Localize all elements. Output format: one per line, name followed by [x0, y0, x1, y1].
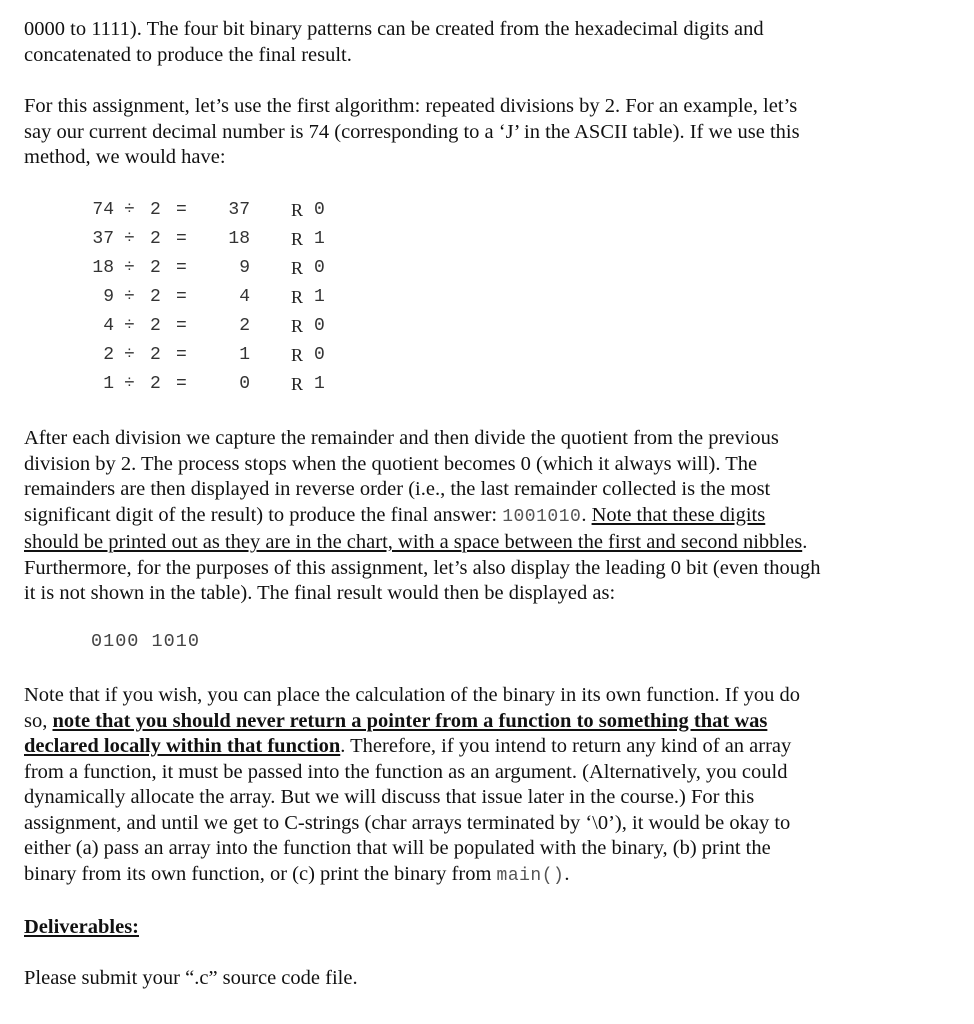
remainder-label: R [291, 316, 304, 336]
text-line: 0000 to 1111). The four bit binary patterns can be created from the hexadecimal digits and [24, 18, 764, 40]
dividend-value: 2 [103, 345, 114, 365]
divisor-value: 2 [150, 287, 161, 307]
text-line: division by 2. The process stops when the quotient becomes 0 (which it always will). The [24, 452, 758, 475]
bold-underlined-warning: declared locally within that function [24, 735, 341, 757]
text-line: from a function, it must be passed into the function as an argument. (Alternatively, you could [24, 760, 788, 783]
main-function-code: main() [496, 865, 565, 886]
remainder-label: R [291, 258, 304, 278]
dividend-value: 9 [103, 287, 114, 307]
remainder-value: 0 [314, 316, 325, 336]
text-line: After each division we capture the remainder and then divide the quotient from the previous [24, 427, 779, 449]
note-paragraph [24, 683, 924, 889]
division-table [88, 200, 348, 403]
dividend-value: 37 [92, 229, 114, 249]
algorithm-paragraph [24, 94, 924, 171]
remainder-label: R [291, 229, 304, 249]
quotient-value: 18 [228, 229, 250, 249]
text-segment: binary from its own function, or (c) print the binary from [24, 862, 497, 885]
remainder-label: R [291, 287, 304, 307]
divide-symbol: ÷ [124, 229, 135, 249]
remainder-value: 0 [314, 345, 325, 365]
dividend-value: 1 [103, 374, 114, 394]
division-row [88, 287, 348, 316]
divisor-value: 2 [150, 200, 161, 220]
text-line [24, 734, 924, 760]
quotient-value: 9 [239, 258, 250, 278]
divisor-value: 2 [150, 229, 161, 249]
text-line [24, 503, 924, 531]
division-row [88, 229, 348, 258]
equals-symbol: = [176, 200, 187, 220]
division-row [88, 345, 348, 374]
quotient-value: 4 [239, 287, 250, 307]
text-line: either (a) pass an array into the function that will be populated with the binary, (b) print the [24, 837, 771, 859]
equals-symbol: = [176, 374, 187, 394]
text-segment: . [581, 503, 592, 526]
equals-symbol: = [176, 229, 187, 249]
equals-symbol: = [176, 345, 187, 365]
text-line: concatenated to produce the final result. [24, 43, 352, 66]
divisor-value: 2 [150, 316, 161, 336]
dividend-value: 18 [92, 258, 114, 278]
underlined-note: Note that these digits [591, 503, 766, 526]
remainder-label: R [291, 345, 304, 365]
text-segment: significant digit of the result) to produce the final answer: [24, 503, 503, 526]
remainder-value: 1 [314, 229, 325, 249]
explanation-paragraph [24, 426, 924, 607]
division-row [88, 200, 348, 229]
text-line [24, 709, 924, 735]
quotient-value: 2 [239, 316, 250, 336]
divide-symbol: ÷ [124, 316, 135, 336]
text-line: it is not shown in the table). The final result would then be displayed as: [24, 582, 616, 604]
bold-underlined-warning: note that you should never return a pointer from a function to something that was [52, 709, 768, 732]
remainder-value: 1 [314, 374, 325, 394]
text-line: say our current decimal number is 74 (corresponding to a ‘J’ in the ASCII table). If we use this [24, 120, 800, 143]
text-line: method, we would have: [24, 146, 226, 168]
divide-symbol: ÷ [124, 287, 135, 307]
quotient-value: 1 [239, 345, 250, 365]
text-segment: . [802, 531, 808, 553]
underlined-note: should be printed out as they are in the chart, with a space between the first and second nibbles [24, 531, 803, 553]
division-row [88, 374, 348, 403]
text-line: For this assignment, let’s use the first algorithm: repeated divisions by 2. For an example, let’s [24, 95, 798, 117]
remainder-label: R [291, 374, 304, 394]
divisor-value: 2 [150, 345, 161, 365]
text-line: remainders are then displayed in reverse order (i.e., the last remainder collected is the most [24, 478, 771, 500]
text-segment: . [564, 862, 570, 885]
text-line: assignment, and until we get to C-strings (char arrays terminated by ‘\0’), it would be okay to [24, 811, 791, 834]
quotient-value: 37 [228, 200, 250, 220]
equals-symbol: = [176, 316, 187, 336]
text-line [24, 862, 924, 890]
division-row [88, 316, 348, 345]
deliverables-text: Please submit your “.c” source code file. [24, 967, 358, 989]
divide-symbol: ÷ [124, 200, 135, 220]
divisor-value: 2 [150, 258, 161, 278]
divide-symbol: ÷ [124, 374, 135, 394]
binary-answer-code: 1001010 [502, 506, 582, 527]
remainder-value: 0 [314, 258, 325, 278]
text-segment: . Therefore, if you intend to return any kind of an array [340, 735, 792, 757]
deliverables-heading: Deliverables: [24, 916, 139, 938]
equals-symbol: = [176, 287, 187, 307]
equals-symbol: = [176, 258, 187, 278]
divide-symbol: ÷ [124, 258, 135, 278]
text-line [24, 530, 924, 556]
text-line: Note that if you wish, you can place the calculation of the binary in its own function. If you do [24, 684, 800, 706]
text-line: dynamically allocate the array. But we will discuss that issue later in the course.) For this [24, 786, 755, 808]
remainder-value: 0 [314, 200, 325, 220]
text-segment: so, [24, 709, 53, 732]
quotient-value: 0 [239, 374, 250, 394]
division-row [88, 258, 348, 287]
intro-paragraph [24, 17, 924, 68]
text-line: Furthermore, for the purposes of this assignment, let’s also display the leading 0 bit (even though [24, 556, 821, 579]
divisor-value: 2 [150, 374, 161, 394]
divide-symbol: ÷ [124, 345, 135, 365]
remainder-label: R [291, 200, 304, 220]
dividend-value: 4 [103, 316, 114, 336]
remainder-value: 1 [314, 287, 325, 307]
final-result-code: 0100 1010 [91, 631, 200, 652]
dividend-value: 74 [92, 200, 114, 220]
